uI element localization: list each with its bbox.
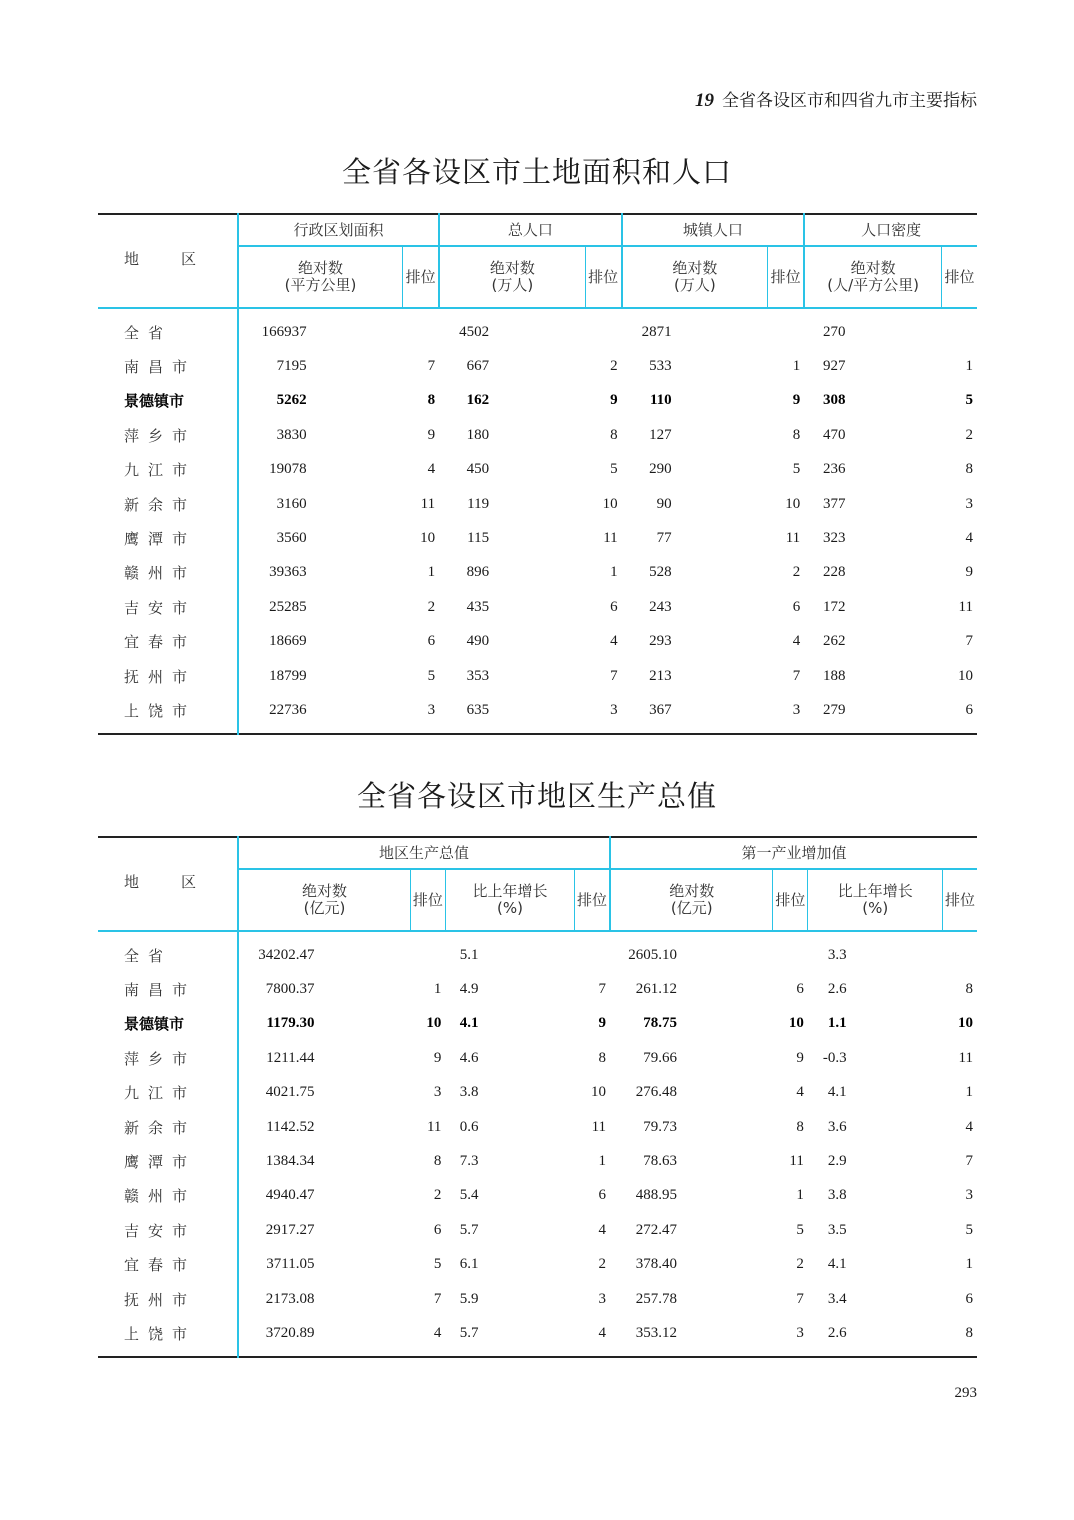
table-cell: 8 [433, 1153, 442, 1170]
region-cell: 景德镇市 [98, 384, 238, 418]
table-cell [942, 308, 977, 349]
group-header-row [98, 214, 977, 246]
table-cell: 4.9 [459, 981, 479, 998]
region-cell: 景德镇市 [98, 1007, 238, 1041]
section-number: 19 [695, 90, 714, 111]
table-row [98, 1248, 977, 1282]
table-cell: 896 [466, 564, 490, 581]
table-cell: 7800.37 [265, 981, 315, 998]
table-cell: 78.75 [643, 1015, 677, 1032]
table-row [98, 1041, 977, 1075]
table-row [98, 487, 977, 521]
table-cell: 528 [649, 564, 672, 581]
table-cell: 9 [965, 564, 973, 581]
table-row [98, 931, 977, 972]
table-cell: 7 [965, 1153, 973, 1170]
table-cell: 4.1 [459, 1015, 479, 1032]
table-cell: 39363 [269, 564, 307, 581]
table-cell [773, 931, 808, 972]
land-population-table [98, 213, 977, 735]
table-cell: 180 [466, 426, 490, 443]
table-row [98, 625, 977, 659]
table-cell: 22736 [269, 701, 307, 718]
table-cell: 3.3 [827, 946, 847, 963]
table-cell: 6 [433, 1221, 442, 1238]
table-cell: 34202.47 [258, 946, 315, 963]
table-cell: 78.63 [643, 1153, 677, 1170]
group-header: 第一产业增加值 [610, 837, 977, 869]
table-cell: 8 [965, 461, 973, 478]
table-row [98, 1282, 977, 1316]
gdp-table [98, 836, 977, 1358]
table-cell: 5 [433, 1256, 442, 1273]
column-header: 排位 [768, 246, 805, 308]
table-cell: 308 [823, 392, 846, 409]
region-cell: 九江市 [98, 1076, 238, 1110]
table-cell: 279 [823, 701, 846, 718]
table-cell: 2173.08 [265, 1290, 315, 1307]
table-cell: 228 [823, 564, 846, 581]
table-cell: 8 [792, 426, 801, 443]
table-cell: 8 [427, 392, 436, 409]
table-cell: 6 [598, 1187, 607, 1204]
region-cell: 上饶市 [98, 693, 238, 733]
table-cell: 1 [427, 564, 436, 581]
table-cell: 378.40 [635, 1256, 677, 1273]
table-cell: 2605.10 [628, 946, 677, 963]
table-cell: 353.12 [635, 1324, 677, 1341]
table-cell: 635 [466, 701, 490, 718]
table-row [98, 418, 977, 452]
table-cell: 9 [433, 1049, 442, 1066]
table-cell: 272.47 [635, 1221, 677, 1238]
table-cell: 435 [466, 598, 490, 615]
table-cell: 4.6 [459, 1049, 479, 1066]
table-row [98, 308, 977, 349]
table-cell: 2871 [641, 323, 672, 340]
table-cell: 2917.27 [265, 1221, 315, 1238]
table-cell: 3160 [276, 495, 307, 512]
table-cell: 3720.89 [265, 1324, 315, 1341]
region-cell: 赣州市 [98, 1179, 238, 1213]
table-cell: 7 [965, 633, 973, 650]
table-row [98, 384, 977, 418]
table-row [98, 1316, 977, 1356]
table-cell: 90 [656, 495, 672, 512]
column-header: 绝对数 (平方公里) [238, 246, 403, 308]
table-cell: 261.12 [635, 981, 677, 998]
table-cell: 4 [792, 633, 801, 650]
table-cell: 11 [789, 1153, 804, 1170]
table-cell: 9 [792, 392, 801, 409]
table-cell: 488.95 [635, 1187, 677, 1204]
table-cell: 5.7 [459, 1324, 479, 1341]
table-cell: 3560 [276, 530, 307, 547]
table-cell: 1 [965, 1256, 973, 1273]
table-cell: 3 [965, 495, 973, 512]
table-cell: 25285 [269, 598, 307, 615]
region-cell: 宜春市 [98, 1248, 238, 1282]
table-cell: 5 [610, 461, 618, 478]
table-cell: 2 [792, 564, 801, 581]
table-cell: 4.1 [827, 1256, 847, 1273]
table-cell [943, 931, 977, 972]
table-cell: 115 [467, 530, 490, 547]
table-cell: 3.5 [827, 1221, 847, 1238]
column-header: 排位 [942, 246, 977, 308]
group-header-row [98, 837, 977, 869]
table-cell: 8 [610, 426, 618, 443]
table-cell: 1.1 [827, 1015, 847, 1032]
table-cell: 3.8 [827, 1187, 847, 1204]
table-cell [585, 308, 622, 349]
table-cell: 3 [610, 701, 618, 718]
region-cell: 南昌市 [98, 349, 238, 383]
table-cell: 7 [792, 667, 801, 684]
table-cell: 8 [965, 981, 973, 998]
table-cell: 4 [433, 1324, 442, 1341]
table-cell: 450 [466, 461, 490, 478]
table-cell: 9 [427, 426, 436, 443]
table-cell: 77 [656, 530, 672, 547]
table-cell: 1 [792, 358, 801, 375]
table-row [98, 659, 977, 693]
table-cell: 4 [965, 530, 973, 547]
region-cell: 萍乡市 [98, 418, 238, 452]
region-column-header: 地 区 [98, 214, 238, 308]
table-cell [575, 931, 610, 972]
region-cell: 抚州市 [98, 659, 238, 693]
table-cell: 323 [823, 530, 846, 547]
table-cell: 270 [823, 323, 846, 340]
table-cell: 10 [958, 1015, 973, 1032]
table-cell: 3 [598, 1290, 607, 1307]
table-cell: 4 [598, 1221, 607, 1238]
table-cell: 290 [649, 461, 672, 478]
region-cell: 全省 [98, 308, 238, 349]
table-cell: 2 [427, 598, 436, 615]
table-cell: 7 [796, 1290, 804, 1307]
table-cell: 3.4 [827, 1290, 847, 1307]
region-cell: 全省 [98, 931, 238, 972]
table-cell: 7 [427, 358, 436, 375]
region-cell: 九江市 [98, 453, 238, 487]
column-header: 排位 [943, 869, 977, 931]
table-row [98, 1110, 977, 1144]
table-cell: 1384.34 [265, 1153, 315, 1170]
table-cell: 79.66 [643, 1049, 677, 1066]
table-cell: 667 [466, 358, 490, 375]
table-cell: 533 [649, 358, 672, 375]
table-cell: 4940.47 [265, 1187, 315, 1204]
running-header [695, 86, 977, 112]
group-header: 城镇人口 [622, 214, 805, 246]
table-cell: 5 [427, 667, 436, 684]
table-cell: 213 [649, 667, 672, 684]
table-cell: 490 [466, 633, 490, 650]
region-cell: 吉安市 [98, 590, 238, 624]
table-cell: 11 [603, 530, 618, 547]
table-cell: 8 [965, 1324, 973, 1341]
table1-body [98, 308, 977, 734]
table-cell: 11 [785, 530, 801, 547]
table-cell: 11 [958, 1049, 973, 1066]
table-cell: 5 [965, 1221, 973, 1238]
table-cell [403, 308, 440, 349]
table-cell [410, 931, 445, 972]
region-cell: 鹰潭市 [98, 521, 238, 555]
table-cell: 5.9 [459, 1290, 479, 1307]
table-cell: 119 [467, 495, 490, 512]
table-cell: 5 [796, 1221, 804, 1238]
table-cell: 3.8 [459, 1084, 479, 1101]
table-cell: 9 [610, 392, 618, 409]
table-cell: 8 [796, 1118, 804, 1135]
region-cell: 上饶市 [98, 1316, 238, 1356]
region-cell: 赣州市 [98, 556, 238, 590]
table-cell: 127 [649, 426, 672, 443]
table-cell: 11 [958, 598, 973, 615]
table-cell: 9 [796, 1049, 804, 1066]
page-number: 293 [954, 1385, 977, 1401]
group-header: 总人口 [439, 214, 622, 246]
table-row [98, 1213, 977, 1247]
table-cell: 10 [426, 1015, 442, 1032]
table-cell: 4502 [459, 323, 490, 340]
column-header: 排位 [773, 869, 808, 931]
region-cell: 吉安市 [98, 1213, 238, 1247]
table-cell: 6 [610, 598, 618, 615]
table-cell: 4.1 [827, 1084, 847, 1101]
table-cell: 1 [965, 1084, 973, 1101]
table-cell: 6 [792, 598, 801, 615]
table-cell: 927 [823, 358, 846, 375]
table-row [98, 349, 977, 383]
table-cell: 10 [591, 1084, 607, 1101]
column-header: 排位 [575, 869, 610, 931]
table-cell: 1 [433, 981, 442, 998]
table-cell: 367 [649, 701, 672, 718]
region-cell: 新余市 [98, 1110, 238, 1144]
table-cell: 9 [598, 1015, 607, 1032]
table-cell: 2.6 [827, 981, 847, 998]
column-header: 绝对数 (亿元) [238, 869, 410, 931]
table-cell: 1 [610, 564, 618, 581]
table-cell: 243 [649, 598, 672, 615]
table-cell: 262 [823, 633, 846, 650]
table-cell: 4 [427, 461, 436, 478]
table-cell: 4 [610, 633, 618, 650]
table-cell: 1142.52 [266, 1118, 315, 1135]
region-cell: 南昌市 [98, 972, 238, 1006]
table-cell: 4021.75 [265, 1084, 315, 1101]
column-header: 比上年增长 (%) [445, 869, 574, 931]
column-header: 绝对数 (亿元) [610, 869, 773, 931]
region-cell: 鹰潭市 [98, 1144, 238, 1178]
table-cell: 162 [466, 392, 490, 409]
table-cell: 2 [433, 1187, 442, 1204]
table-cell: 3 [433, 1084, 442, 1101]
table-cell: 10 [958, 667, 973, 684]
table-row [98, 972, 977, 1006]
table-cell: 3 [796, 1324, 804, 1341]
table-row [98, 1179, 977, 1213]
table-cell: 10 [785, 495, 801, 512]
group-header: 行政区划面积 [238, 214, 439, 246]
group-header: 人口密度 [804, 214, 977, 246]
table-cell: 2.9 [827, 1153, 847, 1170]
table-cell: 5262 [276, 392, 307, 409]
table-cell: 5 [965, 392, 973, 409]
table-cell: 3 [792, 701, 801, 718]
table-cell: 166937 [261, 323, 307, 340]
table-cell: 7 [610, 667, 618, 684]
table-row [98, 1144, 977, 1178]
table-cell: 0.6 [459, 1118, 479, 1135]
table-cell: 188 [823, 667, 846, 684]
table-cell: 7195 [276, 358, 307, 375]
table-cell: 236 [823, 461, 846, 478]
table-cell: 7 [433, 1290, 442, 1307]
table-cell: 110 [649, 392, 672, 409]
table-cell: 2 [598, 1256, 607, 1273]
table-cell: 7.3 [459, 1153, 479, 1170]
table-cell: 6 [965, 701, 973, 718]
table-cell: 6 [796, 981, 804, 998]
table-cell: 3 [427, 701, 436, 718]
table-cell: 1 [598, 1153, 607, 1170]
table-cell: 6 [427, 633, 436, 650]
table-row [98, 1007, 977, 1041]
table-row [98, 590, 977, 624]
table-cell: 293 [649, 633, 672, 650]
table-cell: 10 [602, 495, 618, 512]
column-header: 排位 [403, 246, 440, 308]
table-cell: 4 [598, 1324, 607, 1341]
column-header: 绝对数 (人/平方公里) [804, 246, 941, 308]
table-cell: 6 [965, 1290, 973, 1307]
table-cell: 3 [965, 1187, 973, 1204]
column-header: 绝对数 (万人) [622, 246, 768, 308]
table-row [98, 556, 977, 590]
table-cell: 11 [420, 495, 436, 512]
table-cell: 11 [591, 1118, 607, 1135]
section-title: 全省各设区市和四省九市主要指标 [722, 91, 977, 111]
table-cell: 7 [598, 981, 607, 998]
table-cell: 5 [792, 461, 801, 478]
table1-title: 全省各设区市土地面积和人口 [341, 155, 732, 189]
table-cell: 353 [466, 667, 490, 684]
table-cell: 5.4 [459, 1187, 479, 1204]
table-cell: 10 [788, 1015, 804, 1032]
table-cell: 4 [965, 1118, 973, 1135]
table-cell: -0.3 [822, 1049, 847, 1066]
table-cell: 6.1 [459, 1256, 479, 1273]
table-cell: 2 [965, 426, 973, 443]
table-cell: 10 [420, 530, 436, 547]
table2-body [98, 931, 977, 1357]
table-cell: 3.6 [827, 1118, 847, 1135]
region-cell: 宜春市 [98, 625, 238, 659]
table-cell: 377 [823, 495, 846, 512]
table-cell: 257.78 [635, 1290, 677, 1307]
column-header: 排位 [585, 246, 622, 308]
region-column-header: 地 区 [98, 837, 238, 931]
table-cell: 3830 [276, 426, 307, 443]
table-cell: 18799 [269, 667, 307, 684]
group-header: 地区生产总值 [238, 837, 610, 869]
table-cell: 19078 [269, 461, 307, 478]
table-cell: 1211.44 [266, 1049, 315, 1066]
table-cell: 1 [796, 1187, 804, 1204]
table-cell: 18669 [269, 633, 307, 650]
table-cell: 1 [965, 358, 973, 375]
table-cell: 4 [796, 1084, 804, 1101]
region-cell: 抚州市 [98, 1282, 238, 1316]
table-cell: 2 [796, 1256, 804, 1273]
table-cell: 2 [610, 358, 618, 375]
column-header: 绝对数 (万人) [439, 246, 585, 308]
region-cell: 萍乡市 [98, 1041, 238, 1075]
table-cell: 2.6 [827, 1324, 847, 1341]
column-header: 比上年增长 (%) [808, 869, 943, 931]
table-cell: 470 [823, 426, 846, 443]
column-header: 排位 [410, 869, 445, 931]
table-cell [768, 308, 805, 349]
table-row [98, 521, 977, 555]
table-row [98, 693, 977, 733]
table-cell: 11 [426, 1118, 442, 1135]
region-cell: 新余市 [98, 487, 238, 521]
table-cell: 276.48 [635, 1084, 677, 1101]
table-cell: 5.7 [459, 1221, 479, 1238]
table-cell: 1179.30 [266, 1015, 315, 1032]
table-row [98, 453, 977, 487]
table2-title: 全省各设区市地区生产总值 [356, 779, 717, 813]
table-cell: 3711.05 [266, 1256, 315, 1273]
table-cell: 5.1 [459, 946, 479, 963]
table-row [98, 1076, 977, 1110]
table-cell: 79.73 [643, 1118, 677, 1135]
table-cell: 8 [598, 1049, 607, 1066]
table-cell: 172 [823, 598, 846, 615]
